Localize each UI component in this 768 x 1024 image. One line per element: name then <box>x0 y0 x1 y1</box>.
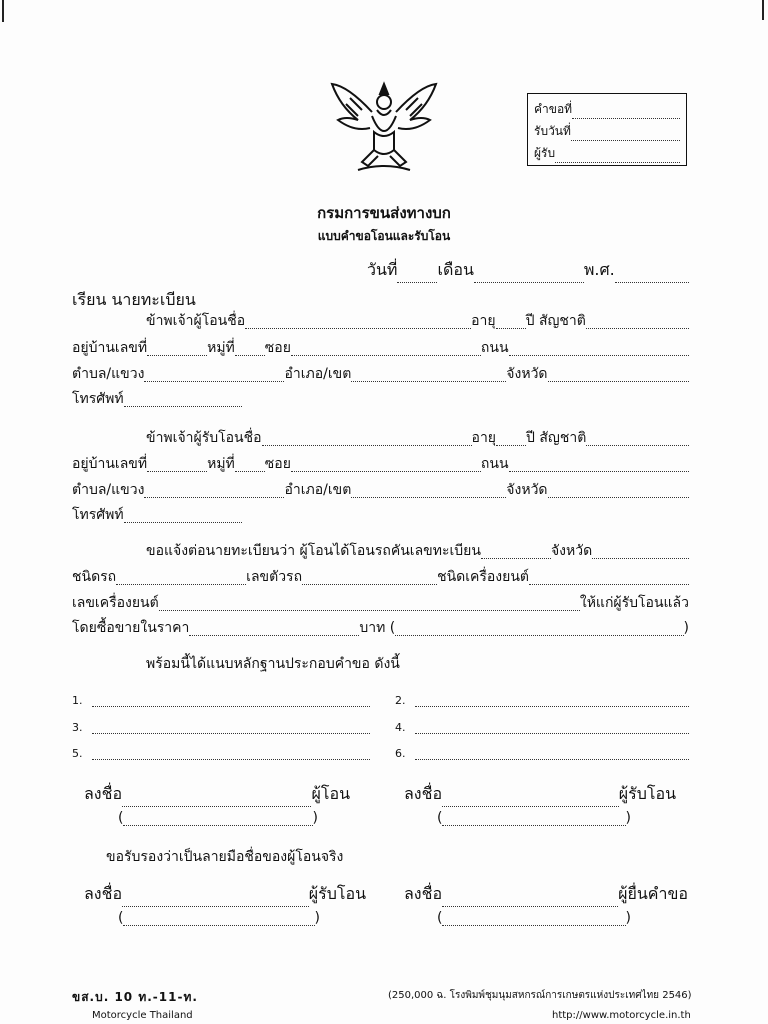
open-paren: ( <box>437 810 443 826</box>
transferor-phone-label: โทรศัพท์ <box>72 391 124 407</box>
page-edge-mark-left <box>2 0 4 22</box>
date-line <box>367 258 689 283</box>
transferor-role-label: ผู้โอน <box>311 784 350 803</box>
plate-number-field[interactable] <box>481 545 551 559</box>
transferee-moo-field[interactable] <box>235 458 265 472</box>
request-no-field[interactable] <box>572 105 680 119</box>
engine-no-row <box>72 595 689 611</box>
transferee-area-row <box>72 482 689 498</box>
vehicle-type-row <box>72 569 689 585</box>
receiver-label: ผู้รับ <box>534 146 556 160</box>
transferor-amphoe-label: อำเภอ/เขต <box>284 366 352 382</box>
vehicle-province-label: จังหวัด <box>550 543 593 559</box>
transferee-tambon-label: ตำบล/แขวง <box>72 482 145 498</box>
attachment-item-3 <box>72 721 370 734</box>
transferor-signature-row <box>84 782 350 807</box>
transferor-age-label: อายุ <box>471 313 496 329</box>
engine-no-label: เลขเครื่องยนต์ <box>72 595 159 611</box>
received-date-field[interactable] <box>571 127 680 141</box>
transferee-phone-field[interactable] <box>124 509 242 523</box>
transferee-road-field[interactable] <box>509 458 689 472</box>
price-label: โดยซื้อขายในราคา <box>72 620 190 636</box>
transferee-amphoe-label: อำเภอ/เขต <box>284 482 352 498</box>
transferee-tambon-field[interactable] <box>144 484 284 498</box>
transferee-name-row <box>146 430 689 446</box>
chassis-label: เลขตัวรถ <box>246 569 303 585</box>
transferee-amphoe-field[interactable] <box>351 484 506 498</box>
transferor-printed-name-field[interactable] <box>123 812 312 826</box>
transferor-house-no-label: อยู่บ้านเลขที่ <box>72 340 148 356</box>
attachment-field[interactable] <box>92 725 370 734</box>
transferee-name-field[interactable] <box>262 432 472 446</box>
attachment-item-1 <box>72 694 370 707</box>
transferee-role-label: ผู้รับโอน <box>618 784 676 803</box>
chassis-field[interactable] <box>302 571 437 585</box>
transferor-soi-field[interactable] <box>291 342 481 356</box>
transferor-name-row <box>146 313 689 329</box>
transferor-address-row <box>72 340 689 356</box>
vehicle-province-field[interactable] <box>592 545 689 559</box>
attachment-field[interactable] <box>92 751 370 760</box>
applicant-signature-row <box>404 882 688 907</box>
transferor-printed-name-row <box>118 810 318 826</box>
attachment-field[interactable] <box>415 751 689 760</box>
engine-no-field[interactable] <box>159 597 580 611</box>
close-paren: ) <box>625 910 631 926</box>
attachment-field[interactable] <box>415 725 689 734</box>
printer-note: (250,000 ฉ. โรงพิมพ์ชุมนุมสหกรณ์การเกษตรแห่งประเทศไทย 2546) <box>388 990 692 1001</box>
transferee-signature-row <box>404 782 676 807</box>
price-row <box>72 620 689 636</box>
sign-label: ลงชื่อ <box>404 884 443 903</box>
transferee-house-no-field[interactable] <box>147 458 207 472</box>
attachment-item-2 <box>395 694 689 707</box>
garuda-emblem-icon <box>328 76 440 176</box>
transferee-role-label: ผู้รับโอน <box>308 884 366 903</box>
baht-label: บาท ( <box>359 620 396 636</box>
page-edge-mark-right <box>762 0 764 20</box>
applicant-printed-name-row <box>437 910 631 926</box>
transferor-moo-label: หมู่ที่ <box>207 340 235 356</box>
attachment-item-5 <box>72 747 370 760</box>
month-label: เดือน <box>437 260 474 279</box>
transferor-soi-label: ซอย <box>264 340 291 356</box>
salutation: เรียน นายทะเบียน <box>72 290 196 309</box>
brand-text: Motorcycle Thailand <box>92 1010 193 1021</box>
transferee-age-label: อายุ <box>471 430 497 446</box>
sign-label: ลงชื่อ <box>404 784 443 803</box>
attachment-item-6 <box>395 747 689 760</box>
open-paren: ( <box>118 910 124 926</box>
transferor-province-label: จังหวัด <box>506 366 548 382</box>
transferee-house-no-label: อยู่บ้านเลขที่ <box>72 456 148 472</box>
certify-statement: ขอรับรองว่าเป็นลายมือชื่อของผู้โอนจริง <box>106 849 344 865</box>
applicant-role-label: ผู้ยื่นคำขอ <box>618 884 688 903</box>
transferee-nationality-field[interactable] <box>586 432 689 446</box>
transferor-name-label: ข้าพเจ้าผู้โอนชื่อ <box>146 313 246 329</box>
engine-type-field[interactable] <box>529 571 689 585</box>
received-date-label: รับวันที่ <box>534 124 571 138</box>
price-in-words-field[interactable] <box>395 622 683 636</box>
transferor-moo-field[interactable] <box>235 342 265 356</box>
attachment-number: 3. <box>72 721 83 734</box>
form-code: ขส.บ. 10 ท.-11-ท. <box>72 990 198 1004</box>
transferor-road-label: ถนน <box>480 340 509 356</box>
applicant-signature-field[interactable] <box>442 893 618 907</box>
attachment-number: 4. <box>395 721 406 734</box>
attachment-number: 5. <box>72 747 83 760</box>
price-field[interactable] <box>189 622 359 636</box>
transferor-road-field[interactable] <box>509 342 689 356</box>
transferor-house-no-field[interactable] <box>147 342 207 356</box>
transferee-address-row <box>72 456 689 472</box>
agency-title: กรมการขนส่งทางบก <box>317 204 451 222</box>
open-paren: ( <box>437 910 443 926</box>
transferor-tambon-label: ตำบล/แขวง <box>72 366 145 382</box>
transferee-phone-label: โทรศัพท์ <box>72 507 124 523</box>
month-field[interactable] <box>474 269 584 283</box>
vehicle-notice-label: ขอแจ้งต่อนายทะเบียนว่า ผู้โอนได้โอนรถคันเลขทะเบียน <box>146 543 481 559</box>
transferee-road-label: ถนน <box>480 456 509 472</box>
applicant-printed-name-field[interactable] <box>442 912 625 926</box>
attachment-number: 1. <box>72 694 83 707</box>
day-field[interactable] <box>397 269 437 283</box>
transferee-province-label: จังหวัด <box>506 482 548 498</box>
transferee-soi-field[interactable] <box>291 458 481 472</box>
price-close-paren: ) <box>683 620 689 636</box>
transferor-phone-field[interactable] <box>124 393 242 407</box>
close-paren: ) <box>314 910 320 926</box>
receipt-box <box>527 93 687 166</box>
request-no-label: คำขอที่ <box>534 102 573 116</box>
certify-transferee-printed-name-row <box>118 910 320 926</box>
close-paren: ) <box>625 810 631 826</box>
transferor-signature-field[interactable] <box>122 793 311 807</box>
sign-label: ลงชื่อ <box>84 884 123 903</box>
vehicle-notice-row <box>146 543 689 559</box>
attachment-item-4 <box>395 721 689 734</box>
transferor-province-field[interactable] <box>548 368 689 382</box>
vehicle-type-field[interactable] <box>116 571 246 585</box>
transferee-province-field[interactable] <box>548 484 689 498</box>
transferor-phone-row <box>72 391 242 407</box>
transferor-nationality-field[interactable] <box>586 315 689 329</box>
transferor-tambon-field[interactable] <box>144 368 284 382</box>
certify-transferee-signature-row <box>84 882 366 907</box>
engine-type-label: ชนิดเครื่องยนต์ <box>437 569 530 585</box>
attachment-number: 6. <box>395 747 406 760</box>
sign-label: ลงชื่อ <box>84 784 123 803</box>
transferee-printed-name-row <box>437 810 631 826</box>
attachment-field[interactable] <box>415 698 689 707</box>
open-paren: ( <box>118 810 124 826</box>
to-transferee-label: ให้แก่ผู้รับโอนแล้ว <box>579 595 689 611</box>
certify-transferee-printed-name-field[interactable] <box>123 912 314 926</box>
transferee-printed-name-field[interactable] <box>442 812 625 826</box>
transferee-soi-label: ซอย <box>264 456 291 472</box>
year-field[interactable] <box>615 269 689 283</box>
vehicle-type-label: ชนิดรถ <box>72 569 117 585</box>
transferee-nationality-label: ปี สัญชาติ <box>526 430 587 446</box>
transferee-age-field[interactable] <box>496 432 526 446</box>
transferor-age-field[interactable] <box>496 315 526 329</box>
attachment-field[interactable] <box>92 698 370 707</box>
form-title: แบบคำขอโอนและรับโอน <box>317 229 451 243</box>
receiver-field[interactable] <box>555 149 680 163</box>
transferee-name-label: ข้าพเจ้าผู้รับโอนชื่อ <box>146 430 262 446</box>
certify-transferee-signature-field[interactable] <box>122 893 309 907</box>
brand-url[interactable]: http://www.motorcycle.in.th <box>552 1010 691 1021</box>
transferor-name-field[interactable] <box>245 315 471 329</box>
transferee-moo-label: หมู่ที่ <box>207 456 235 472</box>
transferee-phone-row <box>72 507 242 523</box>
transferee-signature-field[interactable] <box>442 793 619 807</box>
transferor-nationality-label: ปี สัญชาติ <box>525 313 586 329</box>
transferor-area-row <box>72 366 689 382</box>
year-label: พ.ศ. <box>583 260 615 279</box>
transferor-amphoe-field[interactable] <box>351 368 506 382</box>
day-label: วันที่ <box>367 260 398 279</box>
attachment-number: 2. <box>395 694 406 707</box>
attachments-heading: พร้อมนี้ได้แนบหลักฐานประกอบคำขอ ดังนี้ <box>146 656 400 672</box>
close-paren: ) <box>312 810 318 826</box>
